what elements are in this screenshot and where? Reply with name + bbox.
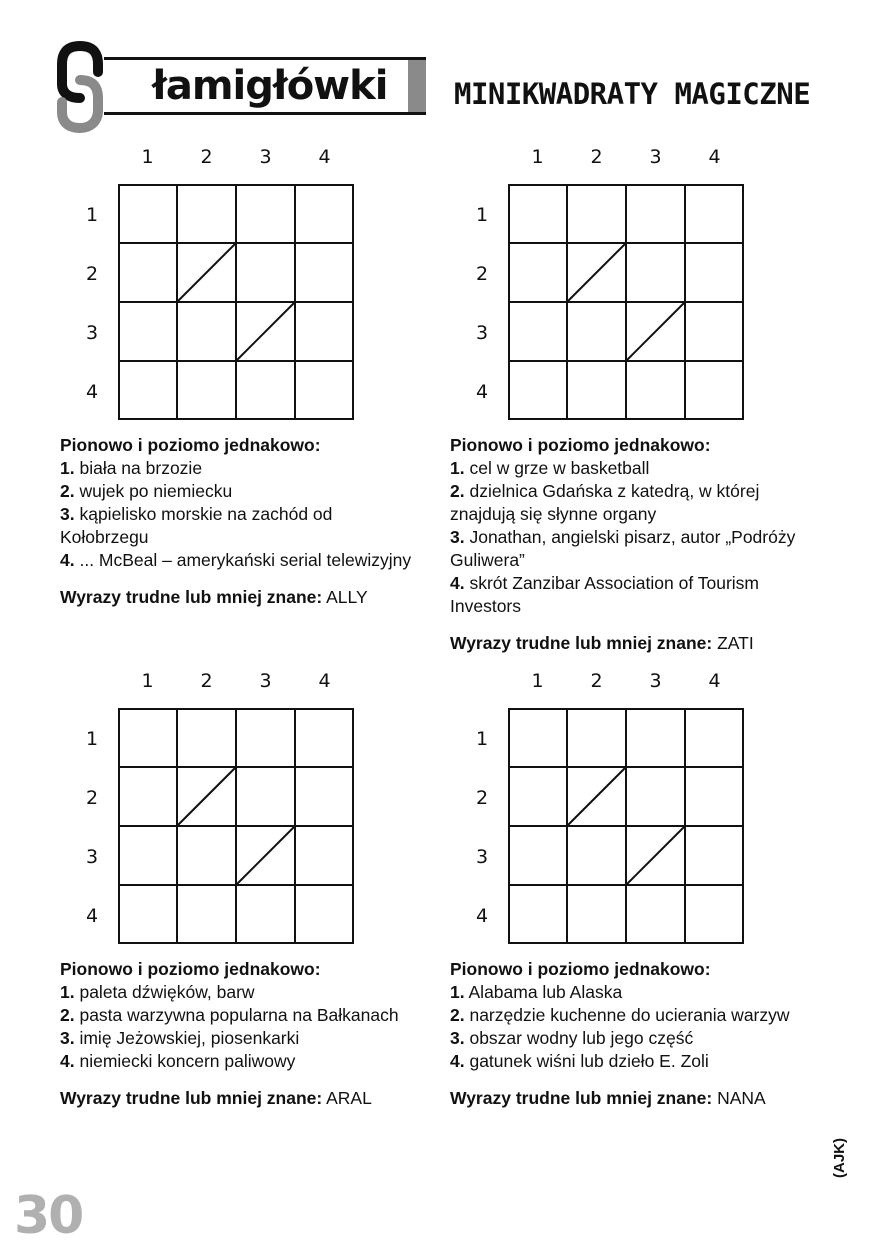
clue: 4. gatunek wiśni lub dzieło E. Zoli: [450, 1051, 709, 1071]
column-label: 1: [531, 146, 544, 168]
clue: 4. skrót Zanzibar Association of Tourism Investors: [450, 573, 759, 616]
row-label: 4: [85, 381, 99, 403]
clues: [60, 434, 420, 609]
clue: 3. Jonathan, angielski pisarz, autor „Podróży Guliwera”: [450, 527, 796, 570]
clues-heading: Pionowo i poziomo jednakowo:: [450, 959, 711, 979]
column-label: 1: [141, 670, 154, 692]
clue: 3. imię Jeżowskiej, piosenkarki: [60, 1028, 300, 1048]
column-label: 1: [141, 146, 154, 168]
page-title: MINIKWADRATY MAGICZNE: [454, 77, 811, 111]
section-title: łamigłówki: [152, 63, 388, 109]
column-label: 3: [259, 146, 272, 168]
column-label: 4: [318, 146, 331, 168]
clue: 1. Alabama lub Alaska: [450, 982, 623, 1002]
row-label: 1: [85, 204, 99, 226]
column-label: 2: [200, 146, 213, 168]
row-label: 2: [475, 263, 489, 285]
clues-heading: Pionowo i poziomo jednakowo:: [60, 435, 321, 455]
row-label: 3: [475, 846, 489, 868]
clue: 1. paleta dźwięków, barw: [60, 982, 255, 1002]
column-label: 4: [708, 670, 721, 692]
row-label: 3: [85, 846, 99, 868]
header-accent-bar: [408, 60, 426, 112]
clue: 2. dzielnica Gdańska z katedrą, w której znajdują się słynne organy: [450, 481, 760, 524]
row-label: 2: [85, 787, 99, 809]
clues: [60, 958, 420, 1110]
author-note: (AJK): [831, 1138, 848, 1178]
row-label: 2: [85, 263, 99, 285]
puzzle-grid[interactable]: [508, 184, 744, 420]
puzzle-grid[interactable]: [508, 708, 744, 944]
row-label: 4: [475, 381, 489, 403]
clues: [450, 958, 810, 1110]
column-label: 4: [708, 146, 721, 168]
clue: 2. pasta warzywna popularna na Bałkanach: [60, 1005, 399, 1025]
hard-words: Wyrazy trudne lub mniej znane: ZATI: [450, 633, 754, 653]
clues-heading: Pionowo i poziomo jednakowo:: [450, 435, 711, 455]
column-label: 2: [590, 146, 603, 168]
clue: 1. biała na brzozie: [60, 458, 203, 478]
clues: [450, 434, 820, 655]
puzzle-grid[interactable]: [118, 184, 354, 420]
row-label: 1: [475, 204, 489, 226]
clue: 4. ... McBeal – amerykański serial telewizyjny: [60, 550, 412, 570]
chain-link-logo-icon: [56, 40, 104, 134]
section-header: [104, 57, 426, 115]
row-label: 1: [475, 728, 489, 750]
row-label: 4: [475, 905, 489, 927]
clue: 2. narzędzie kuchenne do ucierania warzyw: [450, 1005, 790, 1025]
hard-words: Wyrazy trudne lub mniej znane: ARAL: [60, 1088, 372, 1108]
clue: 3. obszar wodny lub jego część: [450, 1028, 694, 1048]
clues-heading: Pionowo i poziomo jednakowo:: [60, 959, 321, 979]
page-number: 30: [14, 1186, 83, 1246]
column-label: 2: [200, 670, 213, 692]
row-label: 1: [85, 728, 99, 750]
row-label: 3: [85, 322, 99, 344]
clue: 3. kąpielisko morskie na zachód od Kołobrzegu: [60, 504, 333, 547]
column-label: 3: [259, 670, 272, 692]
column-label: 4: [318, 670, 331, 692]
clue: 4. niemiecki koncern paliwowy: [60, 1051, 296, 1071]
clue: 2. wujek po niemiecku: [60, 481, 233, 501]
row-label: 4: [85, 905, 99, 927]
column-label: 3: [649, 146, 662, 168]
hard-words: Wyrazy trudne lub mniej znane: NANA: [450, 1088, 766, 1108]
row-label: 2: [475, 787, 489, 809]
puzzle-grid[interactable]: [118, 708, 354, 944]
column-label: 3: [649, 670, 662, 692]
clue: 1. cel w grze w basketball: [450, 458, 650, 478]
column-label: 2: [590, 670, 603, 692]
column-label: 1: [531, 670, 544, 692]
row-label: 3: [475, 322, 489, 344]
hard-words: Wyrazy trudne lub mniej znane: ALLY: [60, 587, 368, 607]
